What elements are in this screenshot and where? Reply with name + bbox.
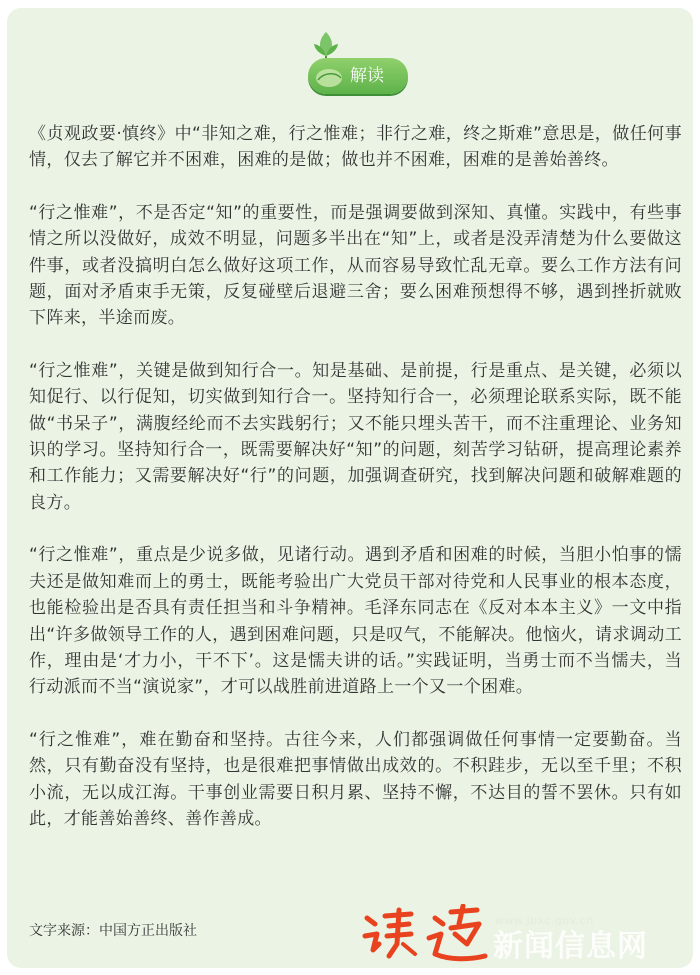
calligraphy-watermark xyxy=(359,904,491,966)
source-credit: 文字来源：中国方正出版社 xyxy=(29,923,197,939)
paragraph: “行之惟难”，不是否定“知”的重要性，而是强调要做到深知、真懂。实践中，有些事情之所以没做好，成效不明显，问题多半出在“知”上，或者是没弄清楚为什么要做这件事，或者没搞明白怎么做好这项工作，从而容易导致忙乱无章。要么工作方法有问题，面对矛盾束手无策，反复碰壁后退避三舍；要么困难预想得不够，遇到挫折就败下阵来，半途而废。 xyxy=(29,202,682,329)
paragraph: “行之惟难”，重点是少说多做，见诸行动。遇到矛盾和困难的时候，当胆小怕事的懦夫还是做知难而上的勇士，既能考验出广大党员干部对待党和人民事业的根本态度，也能检验出是否具有责任担当和斗争精神。毛泽东同志在《反对本本主义》一文中指出“许多做领导工作的人，遇到困难问题，只是叹气，不能解决。他恼火，请求调动工作，理由是‘才力小，干不下’。这是懦夫讲的话。”实践证明，当勇士而不当懦夫，当行动派而不当“演说家”，才可以战胜前进道路上一个又一个困难。 xyxy=(29,545,682,698)
interpretation-badge xyxy=(300,30,410,102)
paragraph: “行之惟难”，关键是做到知行合一。知是基础、是前提，行是重点、是关键，必须以知促行、以行促知，切实做到知行合一。坚持知行合一，必须理论联系实际，既不能做“书呆子”，满腹经纶而不去实践躬行；又不能只埋头苦干，而不注重理论、业务知识的学习。坚持知行合一，既需要解决好“知”的问题，刻苦学习钻研，提高理论素养和工作能力；又需要解决好“行”的问题，加强调查研究，找到解决问题和破解难题的良方。 xyxy=(29,360,682,513)
paragraph: “行之惟难”，难在勤奋和坚持。古往今来，人们都强调做任何事情一定要勤奋。当然，只有勤奋没有坚持，也是很难把事情做出成效的。不积跬步，无以至千里；不积小流，无以成江海。干事创业需要日积月累、坚持不懈，不达目的誓不罢休。只有如此，才能善始善终、善作善成。 xyxy=(29,729,682,829)
article-card xyxy=(7,8,693,968)
badge-label: 解读 xyxy=(350,66,384,86)
watermark-text: 新闻信息网 xyxy=(493,929,648,964)
paragraph: 《贞观政要·慎终》中“非知之难，行之惟难；非行之难，终之斯难”意思是，做任何事情，仅去了解它并不困难，困难的是做；做也并不困难，困难的是善始善终。 xyxy=(29,124,682,171)
badge-pill xyxy=(308,58,408,94)
leaf-icon xyxy=(314,60,344,92)
watermark-url: www.jbxc.gov.cn xyxy=(495,914,594,927)
article-body xyxy=(29,121,682,858)
